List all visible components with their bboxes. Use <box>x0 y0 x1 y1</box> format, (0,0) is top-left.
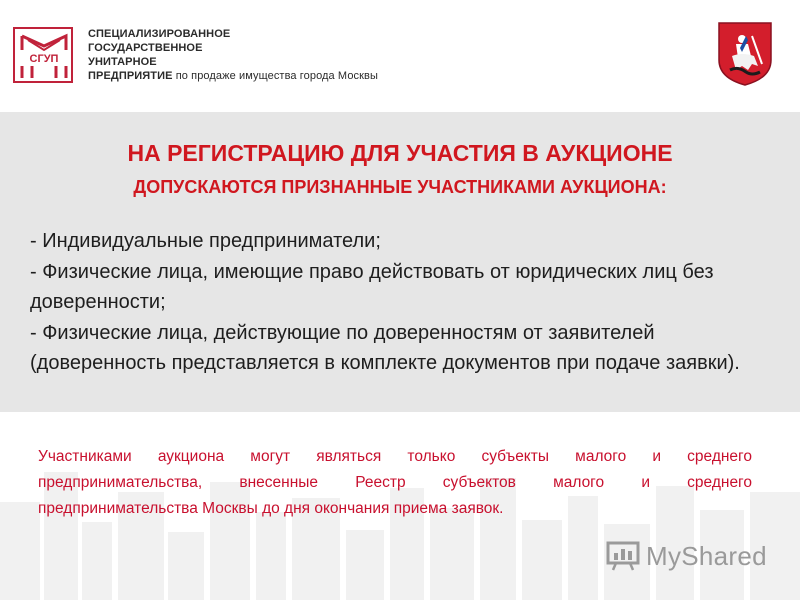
title-line-1: НА РЕГИСТРАЦИЮ ДЛЯ УЧАСТИЯ В АУКЦИОНЕ <box>127 140 673 166</box>
list-item: - Физические лица, имеющие право действовать от юридических лиц без доверенности; <box>30 260 714 313</box>
org-line-2: ГОСУДАРСТВЕННОЕ <box>88 42 203 54</box>
organization-name <box>88 27 378 83</box>
note-line-2: предпринимательства, внесенные Реестр субъектов малого и среднего <box>38 474 752 491</box>
list-item: - Физические лица, действующие по доверенностям от заявителей (доверенность представляется в комплекте документов при подаче заявки). <box>30 321 740 374</box>
header <box>0 0 800 112</box>
org-line-4: ПРЕДПРИЯТИЕ <box>88 70 173 82</box>
org-line-4-tail: по продаже имущества города Москвы <box>172 70 378 82</box>
note-paragraph <box>38 444 752 522</box>
sgup-logo-icon <box>18 32 70 80</box>
list-item: - Индивидуальные предприниматели; <box>30 230 381 252</box>
org-line-3: УНИТАРНОЕ <box>88 56 157 68</box>
note-line-1: Участниками аукциона могут являться только субъекты малого и среднего <box>38 448 752 465</box>
logo-text: СГУП <box>29 53 59 65</box>
presentation-board-icon <box>606 541 640 571</box>
title-line-2: ДОПУСКАЮТСЯ ПРИЗНАННЫЕ УЧАСТНИКАМИ АУКЦИОНА: <box>133 177 667 197</box>
moscow-coat-of-arms-icon <box>718 22 772 86</box>
sgup-logo <box>13 27 73 83</box>
participants-list <box>30 226 750 379</box>
org-line-1: СПЕЦИАЛИЗИРОВАННОЕ <box>88 28 231 40</box>
myshared-watermark <box>606 536 767 576</box>
note-line-3: предпринимательства Москвы до дня окончания приема заявок. <box>38 500 504 517</box>
brand-text: MyShared <box>646 540 767 571</box>
